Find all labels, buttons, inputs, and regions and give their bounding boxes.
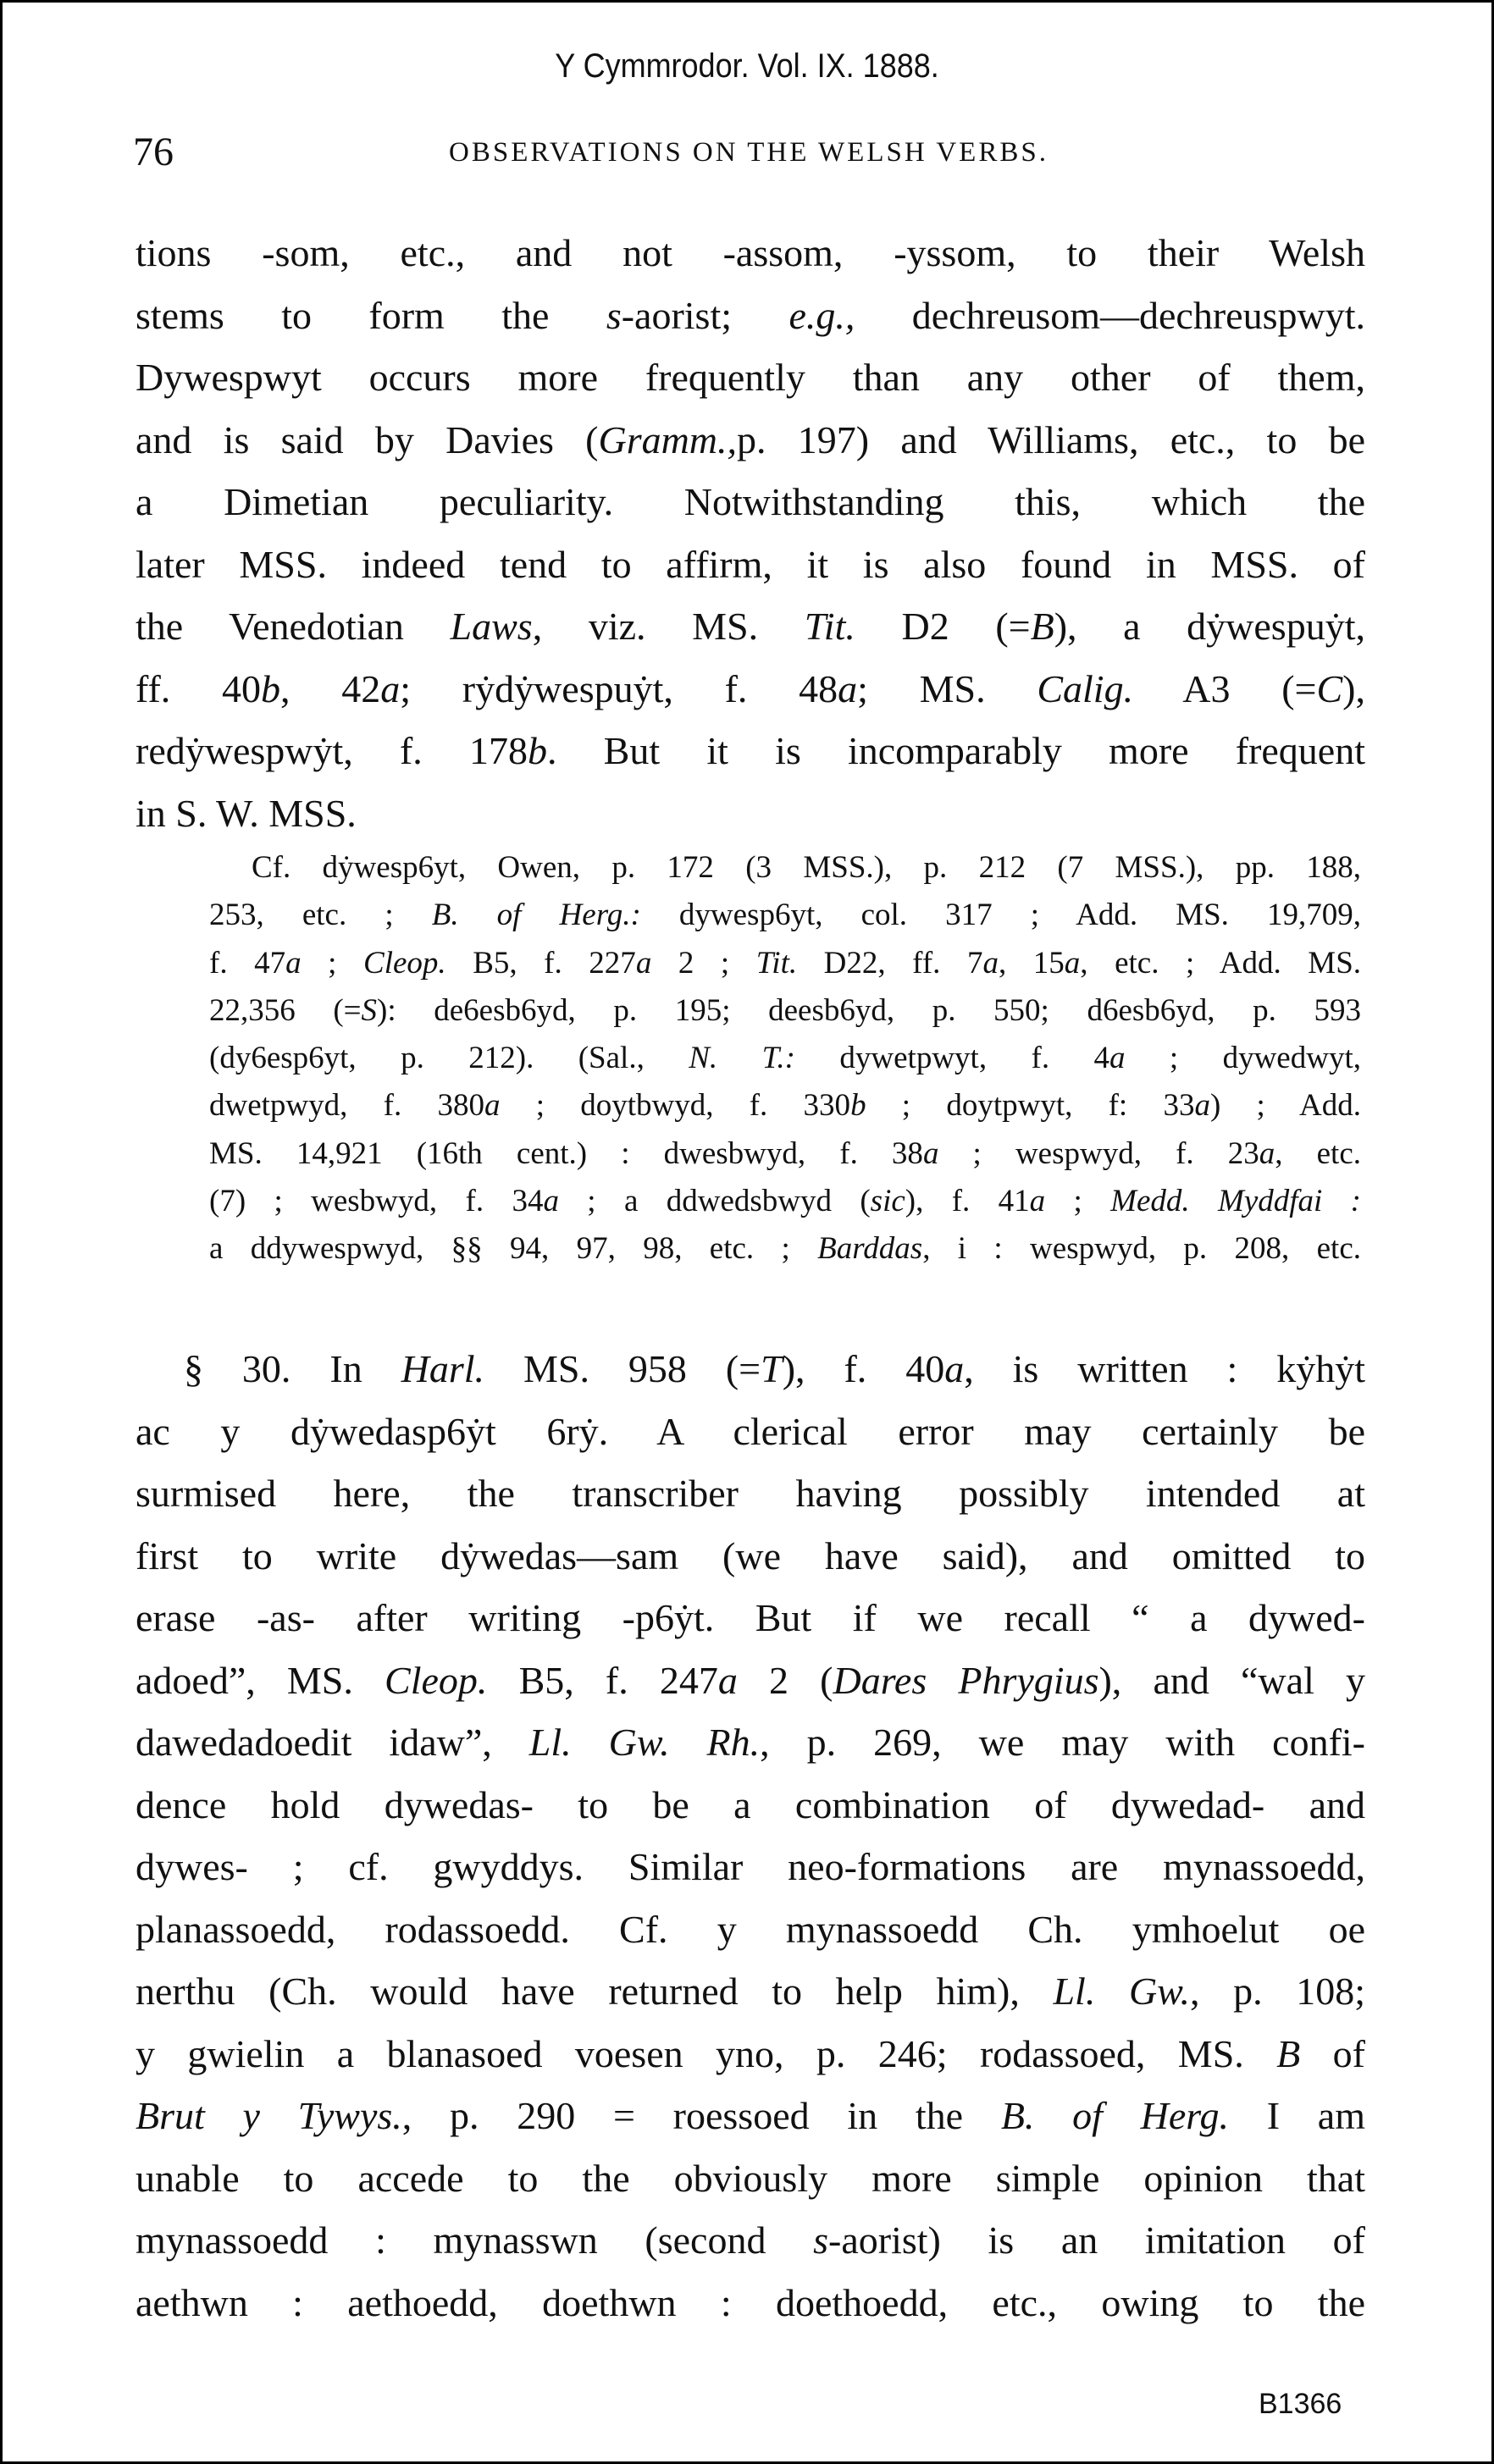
text-segment: dence hold dywedas- to be a combination of dywedad- and: [136, 1782, 1365, 1826]
italic-text: B. of Herg.: [1000, 2094, 1229, 2137]
italic-text: Laws: [450, 605, 533, 648]
italic-text: Medd. Myddfai :: [1110, 1184, 1361, 1219]
text-segment: MS. 14,921 (16th cent.) : dwesbwyd, f. 38: [209, 1135, 923, 1171]
italic-text: Calig.: [1037, 666, 1134, 710]
text-segment: f. 47: [209, 945, 286, 981]
text-segment: a Dimetian peculiarity. Notwithstanding this, which the: [136, 480, 1365, 523]
text-segment: p. 197) and Williams, etc., to be: [737, 417, 1365, 461]
italic-text: Tit.: [755, 945, 798, 981]
italic-text: Dares Phrygius: [833, 1658, 1099, 1702]
text-segment: , viz. MS.: [532, 605, 805, 648]
text-segment: B5, f. 227: [445, 945, 636, 981]
italic-text: B: [1276, 2031, 1301, 2075]
text-segment: dywes- ; cf. gwyddys. Similar neo-formations are mynassoedd,: [136, 1845, 1365, 1888]
text-line: [209, 892, 1361, 939]
text-segment: nerthu (Ch. would have returned to help him),: [136, 1970, 1054, 2013]
italic-text: Cleop.: [385, 1658, 488, 1702]
text-segment: stems to form the: [136, 293, 606, 337]
text-segment: ac y dẏwedasp6ẏt 6rẏ. A clerical error may certainly be: [136, 1409, 1365, 1453]
text-line: [136, 2209, 1365, 2272]
italic-text: e.g.,: [788, 293, 855, 337]
text-segment: , etc. ; Add. MS.: [1080, 945, 1362, 981]
italic-text: S: [361, 992, 378, 1028]
italic-text: b: [527, 729, 547, 772]
text-segment: ; doytbwyd, f. 330: [500, 1088, 851, 1124]
text-segment: 2 (: [737, 1658, 833, 1702]
italic-text: a: [1029, 1184, 1046, 1219]
text-line: [209, 1035, 1361, 1082]
text-segment: Dywespwyt occurs more frequently than any other of them,: [136, 356, 1365, 399]
italic-text: sic: [870, 1184, 905, 1219]
text-segment: ), f. 40: [782, 1347, 945, 1390]
text-segment: redẏwespwẏt, f. 178: [136, 729, 528, 772]
italic-text: C: [1316, 666, 1343, 710]
text-segment: MS. 958 (=: [484, 1347, 761, 1390]
text-line: [136, 346, 1365, 409]
text-segment: ; MS.: [857, 666, 1038, 710]
text-line: [136, 782, 1365, 845]
text-segment: I am: [1229, 2094, 1365, 2137]
text-line: [136, 2023, 1365, 2086]
text-segment: . But it is incomparably more frequent: [546, 729, 1366, 772]
text-line: [209, 1178, 1361, 1225]
text-segment: 22,356 (=: [209, 992, 362, 1028]
italic-text: B. of Herg.:: [431, 898, 641, 933]
italic-text: a: [1064, 945, 1081, 981]
text-segment: , p. 108;: [1189, 1970, 1365, 2013]
text-segment: ), f. 41: [905, 1184, 1030, 1219]
italic-text: a: [1109, 1041, 1126, 1076]
italic-text: a: [982, 945, 999, 981]
text-segment: , p. 269, we may with confi-: [760, 1721, 1365, 1764]
text-segment: dywetpwyt, f. 4: [795, 1041, 1109, 1076]
text-line: [136, 1401, 1365, 1463]
text-segment: erase -as- after writing -p6ẏt. But if we recall “ a dywed-: [136, 1596, 1365, 1639]
text-segment: unable to accede to the obviously more simple opinion that: [136, 2156, 1365, 2200]
body-paragraph-section-30: [136, 1338, 1365, 2334]
text-segment: 253, etc. ;: [209, 898, 432, 933]
text-line: [136, 1649, 1365, 1712]
text-line: [209, 844, 1361, 892]
text-segment: aethwn : aethoedd, doethwn : doethoedd, etc., owing to the: [136, 2280, 1365, 2324]
text-line: [136, 2085, 1365, 2147]
body-paragraph-1: [136, 222, 1365, 844]
text-segment: ; a ddwedsbwyd (: [558, 1184, 871, 1219]
text-segment: (dy6esp6yt, p. 212). (Sal.,: [209, 1041, 689, 1076]
text-line: [136, 1774, 1365, 1837]
text-line: [136, 1462, 1365, 1525]
text-segment: D2 (=: [855, 605, 1031, 648]
text-segment: ), and “wal y: [1098, 1658, 1365, 1702]
text-segment: y gwielin a blanasoed voesen yno, p. 246; rodassoed, MS.: [136, 2031, 1277, 2075]
text-segment: in S. W. MSS.: [136, 791, 357, 835]
text-line: [136, 1711, 1365, 1774]
text-segment: -aorist) is an imitation of: [828, 2218, 1365, 2262]
italic-text: Harl.: [401, 1347, 485, 1390]
text-line: [136, 1338, 1365, 1401]
text-segment: -aorist;: [621, 293, 789, 337]
text-segment: ), a dẏwespuẏt,: [1054, 605, 1365, 648]
footnote: [209, 844, 1361, 1273]
text-segment: mynassoedd : mynasswn (second: [136, 2218, 814, 2262]
text-segment: a ddywespwyd, §§ 94, 97, 98, etc. ;: [209, 1231, 818, 1267]
text-segment: , 42: [280, 666, 381, 710]
text-segment: of: [1300, 2031, 1365, 2075]
italic-text: a: [484, 1088, 501, 1124]
text-line: [136, 533, 1365, 596]
text-segment: (7) ; wesbwyd, f. 34: [209, 1184, 544, 1219]
italic-text: s: [606, 293, 622, 337]
text-segment: ): de6esb6yd, p. 195; deesb6yd, p. 550; d6esb6yd, p. 593: [377, 992, 1361, 1028]
text-line: [136, 1525, 1365, 1588]
italic-text: Ll. Gw.: [1053, 1970, 1190, 2013]
italic-text: a: [922, 1135, 939, 1171]
text-segment: , is written : kẏhẏt: [964, 1347, 1366, 1390]
text-segment: dywesp6yt, col. 317 ; Add. MS. 19,709,: [640, 898, 1362, 933]
text-segment: tions -som, etc., and not -assom, -yssom, to their Welsh: [136, 231, 1365, 274]
italic-text: a: [944, 1347, 965, 1390]
running-head: OBSERVATIONS ON THE WELSH VERBS.: [449, 137, 1049, 168]
text-segment: D22, ff. 7: [797, 945, 983, 981]
text-segment: and is said by Davies (: [136, 417, 599, 461]
italic-text: a: [717, 1658, 738, 1702]
italic-text: a: [543, 1184, 559, 1219]
text-line: [209, 1225, 1361, 1273]
text-line: [136, 595, 1365, 658]
text-segment: dwetpwyd, f. 380: [209, 1088, 484, 1124]
text-segment: B5, f. 247: [487, 1658, 718, 1702]
italic-text: a: [285, 945, 302, 981]
text-segment: , p. 290 = roessoed in the: [401, 2094, 1001, 2137]
italic-text: Ll. Gw. Rh.: [528, 1721, 761, 1764]
italic-text: Barddas: [817, 1231, 923, 1267]
text-segment: , etc.: [1275, 1135, 1362, 1171]
text-segment: surmised here, the transcriber having possibly intended at: [136, 1472, 1365, 1515]
italic-text: b: [850, 1088, 866, 1124]
text-segment: 2 ;: [651, 945, 756, 981]
italic-text: Brut y Tywys.: [136, 2094, 402, 2137]
italic-text: Cleop.: [363, 945, 446, 981]
text-line: [136, 285, 1365, 347]
text-segment: ) ; Add.: [1209, 1088, 1361, 1124]
italic-text: a: [380, 666, 401, 710]
italic-text: B: [1030, 605, 1054, 648]
italic-text: a: [1259, 1135, 1275, 1171]
source-caption: Y Cymmrodor. Vol. IX. 1888.: [555, 47, 939, 85]
text-segment: , i : wespwyd, p. 208, etc.: [922, 1231, 1361, 1267]
italic-text: a: [635, 945, 652, 981]
text-line: [136, 1836, 1365, 1898]
text-segment: ;: [301, 945, 364, 981]
text-segment: dechreusom—dechreuspwyt.: [855, 293, 1365, 337]
text-line: [136, 222, 1365, 285]
text-segment: adoed”, MS.: [136, 1658, 385, 1702]
text-line: [209, 940, 1361, 987]
text-line: [136, 2147, 1365, 2210]
text-segment: later MSS. indeed tend to affirm, it is also found in MSS. of: [136, 542, 1365, 586]
italic-text: Tit.: [804, 605, 855, 648]
catalog-id: B1366: [1259, 2388, 1342, 2420]
text-segment: first to write dẏwedas—sam (we have said), and omitted to: [136, 1533, 1365, 1577]
text-line: [209, 1130, 1361, 1178]
italic-text: T: [761, 1347, 783, 1390]
italic-text: s: [813, 2218, 829, 2262]
text-line: [136, 1587, 1365, 1649]
italic-text: b: [261, 666, 281, 710]
text-segment: ; wespwyd, f. 23: [938, 1135, 1259, 1171]
text-line: [136, 1898, 1365, 1961]
text-segment: ),: [1342, 666, 1365, 710]
text-segment: planassoedd, rodassoedd. Cf. y mynassoedd Ch. ymhoelut oe: [136, 1907, 1365, 1951]
text-line: [136, 1960, 1365, 2023]
text-segment: ; dywedwyt,: [1125, 1041, 1361, 1076]
text-segment: , 15: [998, 945, 1065, 981]
text-segment: ; doytpwyt, f: 33: [866, 1088, 1195, 1124]
text-line: [136, 409, 1365, 472]
text-segment: the Venedotian: [136, 605, 451, 648]
text-line: [136, 720, 1365, 782]
text-segment: § 30. In: [184, 1347, 401, 1390]
page-number: 76: [133, 130, 174, 174]
text-line: [209, 987, 1361, 1035]
text-segment: Cf. dẏwesp6yt, Owen, p. 172 (3 MSS.), p. 212 (7 MSS.), pp. 188,: [252, 850, 1361, 885]
text-line: [136, 658, 1365, 721]
text-segment: dawedadoedit idaw”,: [136, 1721, 529, 1764]
italic-text: N. T.:: [689, 1041, 795, 1076]
italic-text: Gramm.,: [598, 417, 738, 461]
text-line: [209, 1082, 1361, 1130]
text-segment: ff. 40: [136, 666, 262, 710]
text-line: [136, 471, 1365, 533]
text-segment: ;: [1045, 1184, 1111, 1219]
text-segment: A3 (=: [1133, 666, 1317, 710]
text-segment: ; rẏdẏwespuẏt, f. 48: [400, 666, 838, 710]
italic-text: a: [1194, 1088, 1210, 1124]
italic-text: a: [838, 666, 858, 710]
text-line: [136, 2272, 1365, 2334]
